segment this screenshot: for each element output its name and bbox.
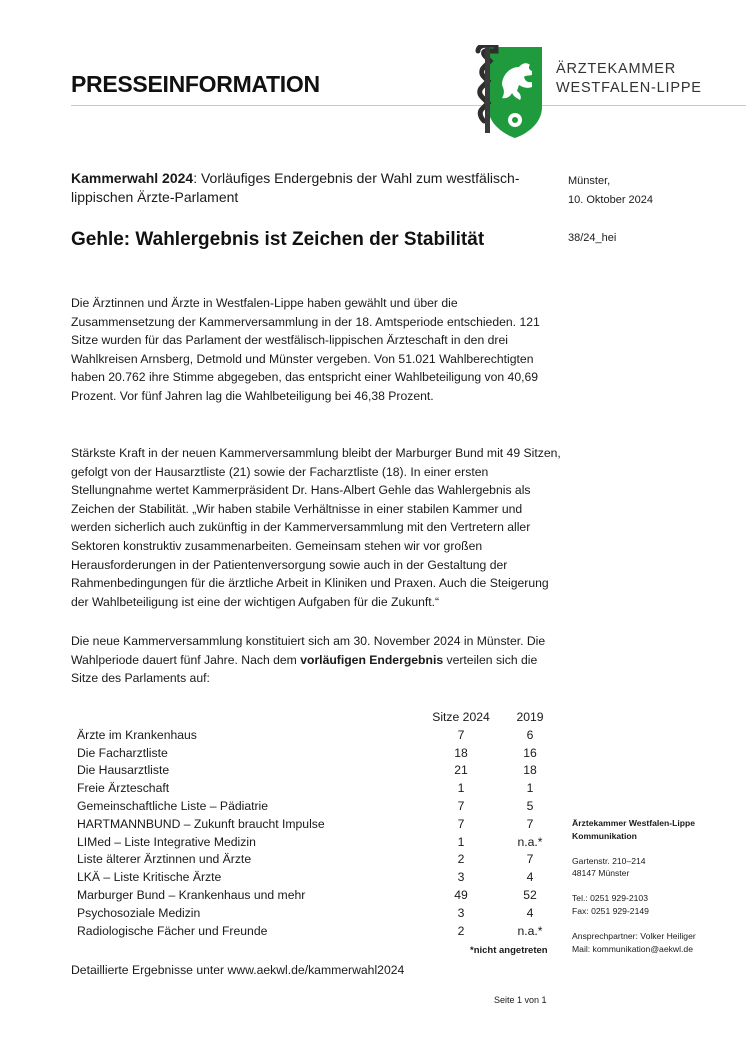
paragraph-3-text-a: Die neue Kammerversammlung konstituiert sich am 30. November 2024 in Münster. Die Wahlperiode dauert fünf Jahre. Nach dem <box>71 634 546 667</box>
party-name: Freie Ärzteschaft <box>77 781 170 796</box>
table-row <box>71 923 571 941</box>
contact-fax: Fax: 0251 929-2149 <box>572 905 649 916</box>
results-table <box>71 709 571 940</box>
seats-2024: 1 <box>457 781 465 796</box>
dateline-place: Münster, <box>568 175 611 187</box>
org-name-line2: WESTFALEN-LIPPE <box>556 80 702 96</box>
seats-2019: 6 <box>526 727 534 742</box>
body-paragraph-3 <box>71 632 561 688</box>
party-name: Die Hausarztliste <box>77 763 170 778</box>
party-name: Marburger Bund – Krankenhaus und mehr <box>77 887 306 902</box>
party-name: Radiologische Fächer und Freunde <box>77 923 268 938</box>
seats-2019: 4 <box>526 870 534 885</box>
table-footnote: *nicht angetreten <box>470 945 548 956</box>
seats-2024: 3 <box>457 870 465 885</box>
subheading-topic: Kammerwahl 2024 <box>71 170 194 186</box>
table-row <box>71 816 571 834</box>
seats-2019: n.a.* <box>517 923 543 938</box>
contact-city: 48147 Münster <box>572 868 630 879</box>
contact-block <box>572 817 696 955</box>
header-seats-2019: 2019 <box>516 710 544 724</box>
party-name: HARTMANNBUND – Zukunft braucht Impulse <box>77 816 325 831</box>
dateline-date: 10. Oktober 2024 <box>568 194 654 206</box>
subheading-text: : Vorläufiges Endergebnis der Wahl zum westfälisch-lippischen Ärzte-Parlament <box>71 170 520 205</box>
press-headline: Gehle: Wahlergebnis ist Zeichen der Stabilität <box>71 229 485 250</box>
seats-2019: 7 <box>526 852 534 867</box>
seats-2024: 18 <box>454 745 468 760</box>
party-name: Ärzte im Krankenhaus <box>77 727 197 742</box>
seats-2024: 3 <box>457 905 465 920</box>
press-subheading <box>71 169 531 207</box>
seats-2024: 2 <box>457 923 465 938</box>
table-row <box>71 780 571 798</box>
body-paragraph-1: Die Ärztinnen und Ärzte in Westfalen-Lippe haben gewählt und über die Zusammensetzung der Kammerversammlung in der 18. Amtsperiode entschieden. 121 Sitze wurden für das Parlament der westfälisch-lippischen Ärzteschaft in den drei Wahlkreisen Arnsberg, Detmold und Münster vergeben. Von 51.021 Wahlberechtigten haben 20.762 ihre Stimme abgegeben, das entspricht einer Wahlbeteiligung von 40,69 Prozent. Vor fünf Jahren lag die Wahlbeteiligung bei 46,38 Prozent. <box>71 296 540 403</box>
contact-dept: Kommunikation <box>572 830 637 841</box>
party-name: Gemeinschaftliche Liste – Pädiatrie <box>77 798 269 813</box>
party-name: Liste älterer Ärztinnen und Ärzte <box>77 852 252 867</box>
seats-2019: 7 <box>526 816 534 831</box>
header-seats-2024: Sitze 2024 <box>432 710 490 724</box>
contact-person: Ansprechpartner: Volker Heiliger <box>572 930 696 941</box>
organization-name <box>556 60 702 98</box>
seats-2024: 1 <box>457 834 465 849</box>
logo-staff <box>485 47 490 133</box>
party-name: LIMed – Liste Integrative Medizin <box>77 834 256 849</box>
seats-2024: 21 <box>454 763 468 778</box>
results-header-row <box>71 709 571 727</box>
seats-2019: n.a.* <box>517 834 543 849</box>
party-name: Die Facharztliste <box>77 745 168 760</box>
table-row <box>71 905 571 923</box>
seats-2024: 7 <box>457 727 465 742</box>
seats-2024: 7 <box>457 816 465 831</box>
reference-number: 38/24_hei <box>568 232 617 244</box>
page-title: PRESSEINFORMATION <box>71 71 320 97</box>
table-row <box>71 727 571 745</box>
dateline <box>568 172 653 210</box>
org-name-line1: ÄRZTEKAMMER <box>556 61 676 77</box>
seats-2019: 52 <box>523 887 537 902</box>
seats-2019: 1 <box>526 781 534 796</box>
page-number: Seite 1 von 1 <box>494 995 547 1005</box>
table-row <box>71 745 571 763</box>
aekwl-logo <box>472 45 544 139</box>
contact-mail: Mail: kommunikation@aekwl.de <box>572 943 693 954</box>
seats-2019: 5 <box>526 798 534 813</box>
seats-2024: 49 <box>454 887 468 902</box>
table-row <box>71 851 571 869</box>
table-row <box>71 762 571 780</box>
table-row <box>71 887 571 905</box>
paragraph-3-text-b: verteilen sich die Sitze des Parlaments auf: <box>71 652 538 686</box>
contact-tel: Tel.: 0251 929-2103 <box>572 893 648 904</box>
header-divider <box>71 105 746 106</box>
contact-org: Ärztekammer Westfalen-Lippe <box>572 818 696 828</box>
seats-2019: 4 <box>526 905 534 920</box>
table-row <box>71 869 571 887</box>
details-link-text: Detaillierte Ergebnisse unter www.aekwl.de/kammerwahl2024 <box>71 963 405 977</box>
seats-2019: 18 <box>523 763 537 778</box>
seats-2024: 2 <box>457 852 465 867</box>
table-row <box>71 834 571 852</box>
seats-2024: 7 <box>457 798 465 813</box>
contact-street: Gartenstr. 210–214 <box>572 855 646 866</box>
party-name: Psychosoziale Medizin <box>77 905 201 920</box>
seats-2019: 16 <box>523 745 537 760</box>
party-name: LKÄ – Liste Kritische Ärzte <box>77 870 222 885</box>
paragraph-3-emphasis: vorläufigen Endergebnis <box>300 652 444 667</box>
body-paragraph-2: Stärkste Kraft in der neuen Kammerversammlung bleibt der Marburger Bund mit 49 Sitzen, gefolgt von der Hausarztliste (21) sowie der Facharztliste (18). In einer ersten Stellungnahme wertet Kammerpräsident Dr. Hans-Albert Gehle das Wahlergebnis als Zeichen der Stabilität. „Wir haben stabile Verhältnisse in einer stabilen Kammer und werden sicherlich auch zukünftig in der Kammerversammlung mit den Vertretern aller Sektoren konstruktiv zusammenarbeiten. Gemeinsam stehen wir vor großen Herausforderungen in der Patientenversorgung sowie auch in der Gestaltung der Rahmenbedingungen für die ärztliche Arbeit in Kliniken und Praxen. Auch die Steigerung der Wahlbeteiligung ist eine der wichtigen Aufgaben für die Zukunft.“ <box>71 446 561 609</box>
table-row <box>71 798 571 816</box>
